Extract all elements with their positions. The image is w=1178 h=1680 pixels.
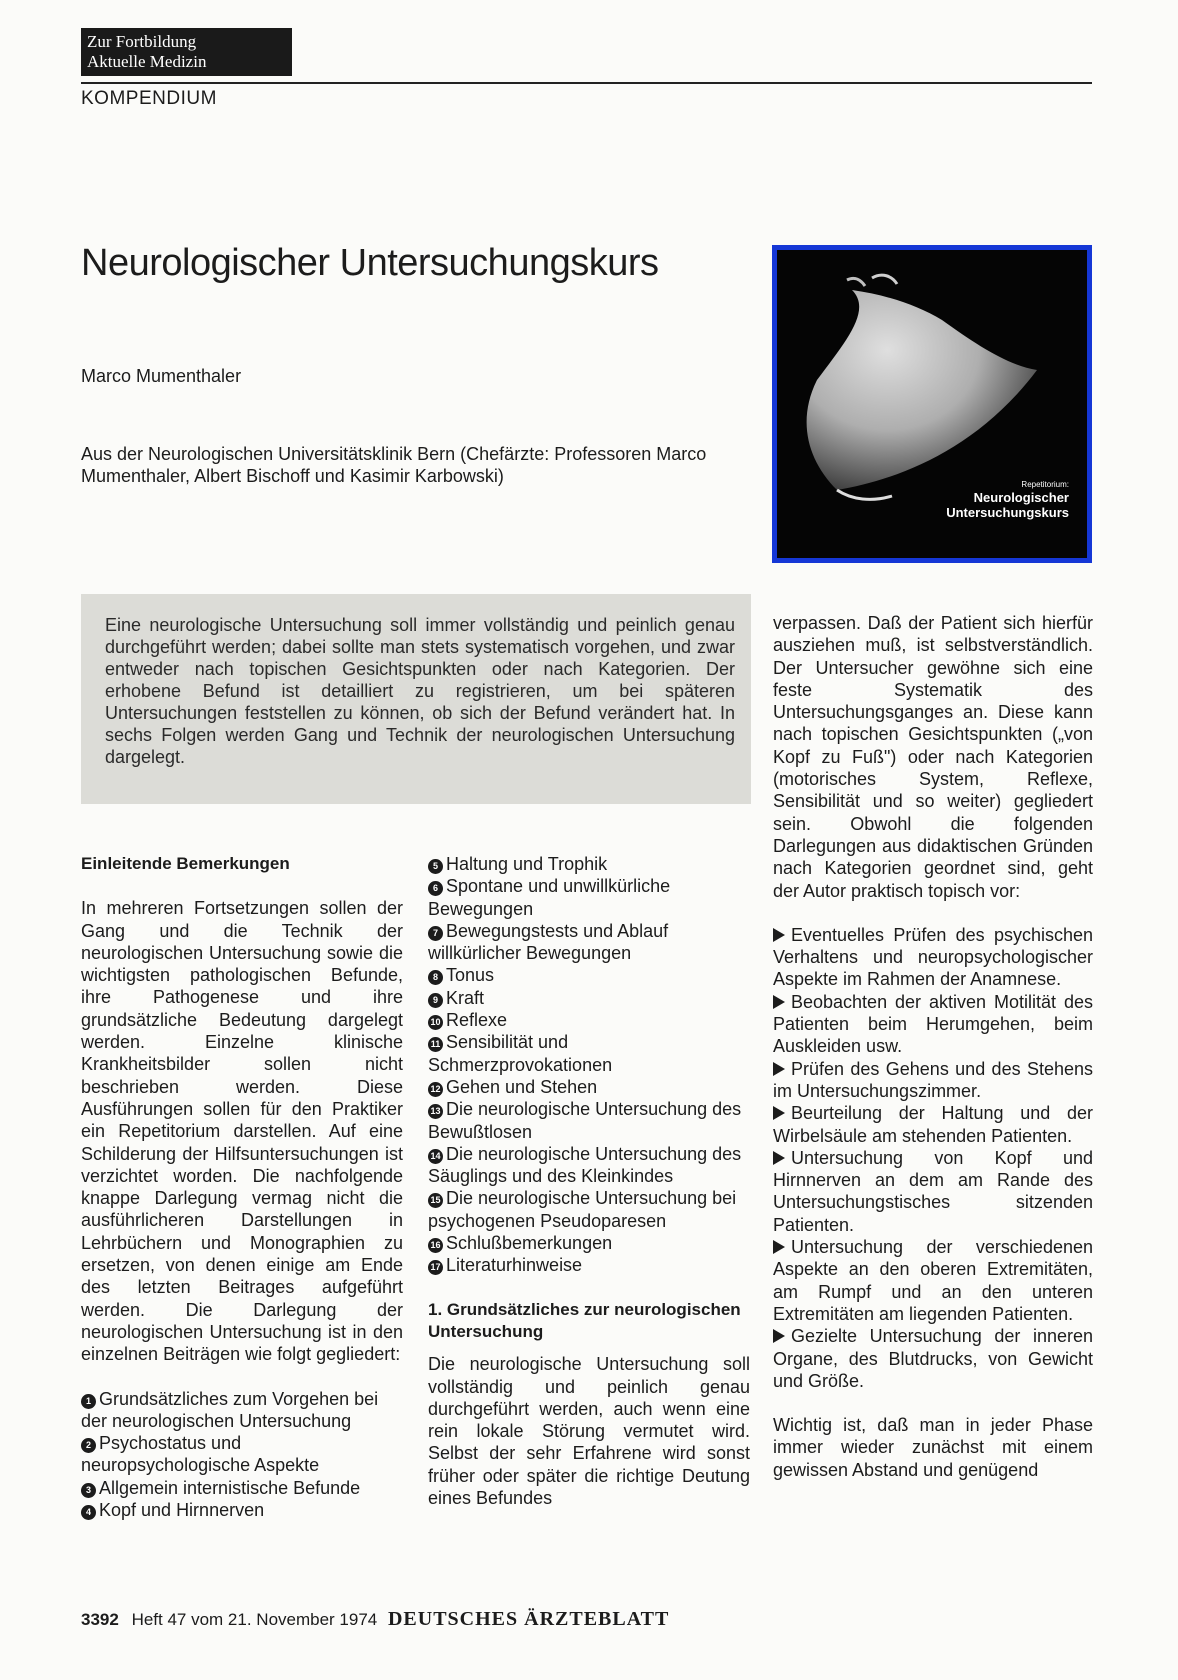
tag-line-2: Aktuelle Medizin <box>87 52 207 71</box>
cover-line-1: Neurologischer <box>973 490 1069 505</box>
outline-list-part-1 <box>81 1388 403 1522</box>
col3-paragraph-1: verpassen. Daß der Patient sich hierfür ausziehen muß, ist selbstverständlich. Der Untersucher gewöhne sich eine feste Systematik des Untersuchungsganges an. Diese kann nach topischen Gesichtspunkten („von Kopf zu Fuß") oder nach Kategorien (motorisches System, Reflexe, Sensibilität und so weiter) gegliedert sein. Obwohl die folgenden Darlegungen aus didaktischen Gründen nach Kategorien geordnet sind, geht der Autor praktisch topisch vor: <box>773 613 1093 901</box>
page-footer <box>81 1608 669 1631</box>
cover-small-label: Repetitorium: <box>1021 480 1069 489</box>
outline-item-text: Kopf und Hirnnerven <box>99 1500 265 1521</box>
outline-number-badge: 16 <box>428 1238 443 1253</box>
outline-number-badge: 15 <box>428 1193 443 1208</box>
triangle-bullet-icon <box>773 1106 785 1120</box>
outline-item <box>81 1388 403 1433</box>
outline-list-part-2 <box>428 853 750 1277</box>
outline-item-text: Schlußbemerkungen <box>446 1233 613 1254</box>
outline-number-badge: 6 <box>428 881 443 896</box>
section-label: KOMPENDIUM <box>81 88 217 109</box>
outline-number-badge: 5 <box>428 859 443 874</box>
triangle-bullet-icon <box>773 1062 785 1076</box>
outline-item-text: Bewegungstests und Ablauf willkürlicher Bewegungen <box>428 920 669 964</box>
outline-number-badge: 13 <box>428 1104 443 1119</box>
procedure-bullet <box>773 1058 1093 1103</box>
header-rule <box>81 82 1092 84</box>
col3-paragraph-2: Wichtig ist, daß man in jeder Phase immer wieder zunächst mit einem gewissen Abstand und genügend <box>773 1415 1093 1480</box>
outline-number-badge: 1 <box>81 1394 96 1409</box>
outline-number-badge: 12 <box>428 1082 443 1097</box>
outline-item-text: Reflexe <box>446 1010 508 1031</box>
outline-item-text: Sensibilität und Schmerzprovokationen <box>428 1032 613 1075</box>
outline-item-text: Literaturhinweise <box>446 1255 583 1276</box>
column-3 <box>773 612 1093 1481</box>
outline-item-text: Tonus <box>446 965 495 986</box>
outline-number-badge: 14 <box>428 1149 443 1164</box>
outline-item-text: Allgemein internistische Befunde <box>99 1477 361 1498</box>
procedure-bullet-text: Eventuelles Prüfen des psychischen Verhaltens und neuropsychologischer Aspekte im Rahmen der Anamnese. <box>773 924 1093 990</box>
triangle-bullet-icon <box>773 1329 785 1343</box>
intro-paragraph: In mehreren Fortsetzungen sollen der Gang und die Technik der neurologischen Untersuchung sowie die wichtigsten pathologischen Befunde, ihre Pathogenese und ihre grundsätzliche Bedeutung dargelegt werden. Einzelne klinische Krankheitsbilder sollen nicht beschrieben werden. Diese Ausführungen sollen für den Praktiker ein Repetitorium darstellen. Auf eine Schilderung der Hilfsuntersuchungen ist verzichtet worden. Die nachfolgende knappe Darlegung vermag nicht die ausführlicheren Darstellungen in Lehrbüchern und Monographien zu ersetzen, von denen einige am Ende des letzten Beitrages aufgeführt werden. Die Darlegung der neurologischen Untersuchung ist in den einzelnen Beiträgen wie folgt gegliedert: <box>81 898 403 1365</box>
outline-number-badge: 17 <box>428 1260 443 1275</box>
affiliation: Aus der Neurologischen Universitätsklinik Bern (Chefärzte: Professoren Marco Mumenthaler, Albert Bischoff und Kasimir Karbowski) <box>81 444 707 486</box>
procedure-bullet <box>773 1102 1093 1147</box>
procedure-bullet-text: Prüfen des Gehens und des Stehens im Untersuchungszimmer. <box>773 1058 1093 1101</box>
abstract-text: Eine neurologische Untersuchung soll immer vollständig und peinlich genau durchgeführt werden; dabei sollte man stets systematisch vorgehen, und zwar entweder nach topischen Gesichtspunkten oder nach Kategorien. Der erhobene Befund ist detailliert zu registrieren, um bei späteren Untersuchungen feststellen zu können, ob sich der Befund verändert hat. In sechs Folgen werden Gang und Technik der neurologischen Untersuchung dargelegt. <box>105 615 735 767</box>
procedure-bullet-text: Gezielte Untersuchung der inneren Organe, des Blutdrucks, von Gewicht und Größe. <box>773 1326 1093 1391</box>
outline-number-badge: 3 <box>81 1483 96 1498</box>
outline-item <box>81 1432 403 1477</box>
outline-item-text: Gehen und Stehen <box>446 1076 598 1097</box>
column-1 <box>81 853 403 1521</box>
outline-item <box>428 987 750 1009</box>
issue-info: Heft 47 vom 21. November 1974 <box>131 1610 378 1629</box>
triangle-bullet-icon <box>773 995 785 1009</box>
outline-item <box>428 1076 750 1098</box>
outline-number-badge: 11 <box>428 1037 443 1052</box>
outline-item <box>428 1187 750 1232</box>
procedure-bullet <box>773 991 1093 1058</box>
triangle-bullet-icon <box>773 1240 785 1254</box>
outline-item <box>428 1254 750 1276</box>
section-heading-intro: Einleitende Bemerkungen <box>81 854 290 873</box>
procedure-bullet-text: Untersuchung von Kopf und Hirnnerven an dem am Rande des Untersuchungstisches sitzenden Patienten. <box>773 1147 1093 1235</box>
section-tag <box>81 28 292 76</box>
outline-number-badge: 2 <box>81 1438 96 1453</box>
procedure-bullet <box>773 924 1093 991</box>
procedure-bullet <box>773 1325 1093 1392</box>
outline-number-badge: 4 <box>81 1505 96 1520</box>
journal-name: DEUTSCHES ÄRZTEBLATT <box>387 1608 670 1630</box>
cover-caption <box>946 479 1069 520</box>
outline-item-text: Kraft <box>446 987 485 1008</box>
outline-item <box>428 964 750 986</box>
outline-number-badge: 7 <box>428 926 443 941</box>
outline-item <box>428 1031 750 1076</box>
outline-item <box>428 1232 750 1254</box>
outline-item <box>81 1499 403 1521</box>
procedure-bullet-list <box>773 924 1093 1392</box>
tag-line-1: Zur Fortbildung <box>87 32 197 51</box>
outline-item-text: Die neurologische Untersuchung bei psychogenen Pseudoparesen <box>428 1188 737 1231</box>
outline-item <box>428 920 750 965</box>
outline-item-text: Spontane und unwillkürliche Bewegungen <box>428 876 671 919</box>
page-number: 3392 <box>81 1610 119 1629</box>
abstract-box <box>81 594 751 804</box>
procedure-bullet-text: Untersuchung der verschiedenen Aspekte an den oberen Extremitäten, am Rumpf und an den unteren Extremitäten am liegenden Patienten. <box>773 1237 1093 1324</box>
outline-item <box>428 1009 750 1031</box>
outline-item <box>428 1098 750 1143</box>
section-1-paragraph: Die neurologische Untersuchung soll vollständig und peinlich genau durchgeführt werden, auch wenn eine rein lokale Störung vermutet wird. Selbst der sehr Erfahrene wird sonst früher oder später die richtige Deutung eines Befundes <box>428 1354 750 1509</box>
article-title: Neurologischer Untersuchungskurs <box>81 242 659 284</box>
outline-item-text: Grundsätzliches zum Vorgehen bei der neurologischen Untersuchung <box>81 1388 379 1431</box>
author: Marco Mumenthaler <box>81 366 242 386</box>
column-2 <box>428 853 750 1509</box>
outline-item <box>428 875 750 920</box>
outline-item-text: Psychostatus und neuropsychologische Aspekte <box>81 1433 320 1476</box>
outline-item-text: Die neurologische Untersuchung des Säuglings und des Kleinkindes <box>428 1143 742 1187</box>
triangle-bullet-icon <box>773 928 785 942</box>
outline-item-text: Haltung und Trophik <box>446 854 608 874</box>
outline-item <box>428 853 750 875</box>
procedure-bullet <box>773 1236 1093 1325</box>
cover-line-2: Untersuchungskurs <box>946 505 1069 520</box>
outline-item <box>81 1477 403 1499</box>
section-heading-1: 1. Grundsätzliches zur neurologischen Untersuchung <box>428 1299 741 1341</box>
cover-image <box>772 245 1092 563</box>
outline-number-badge: 9 <box>428 993 443 1008</box>
procedure-bullet <box>773 1147 1093 1236</box>
procedure-bullet-text: Beurteilung der Haltung und der Wirbelsäule am stehenden Patienten. <box>773 1103 1093 1146</box>
outline-number-badge: 10 <box>428 1015 443 1030</box>
procedure-bullet-text: Beobachten der aktiven Motilität des Patienten beim Herumgehen, beim Auskleiden usw. <box>773 991 1093 1057</box>
triangle-bullet-icon <box>773 1151 785 1165</box>
outline-item-text: Die neurologische Untersuchung des Bewußtlosen <box>428 1099 742 1142</box>
outline-item <box>428 1143 750 1188</box>
outline-number-badge: 8 <box>428 970 443 985</box>
